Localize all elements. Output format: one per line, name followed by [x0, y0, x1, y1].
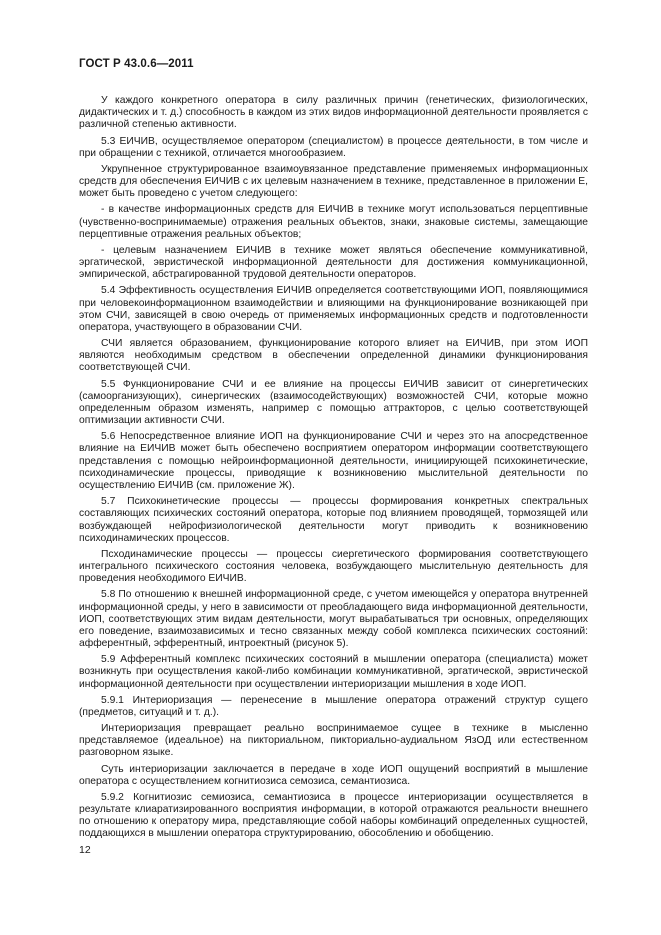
paragraph: Интериоризация превращает реально воспринимаемое сущее в технике в мысленно представляемое (идеальное) на пикториальном, пикториально-аудиальном ЯзОД или естественном разговорном языке.	[79, 723, 588, 759]
page-number: 12	[79, 844, 91, 856]
paragraph: 5.4 Эффективность осуществления ЕИЧИВ определяется соответствующими ИОП, появляющимися при человекоинформационном взаимодействии и влияющими на функционирование возникающей при этом СЧИ, зависящей в свою очередь от применяемых информационных средств и подготовленности оператора, участвующего в образовании СЧИ.	[79, 285, 588, 333]
document-body	[79, 95, 588, 845]
paragraph: 5.9 Афферентный комплекс психических состояний в мышлении оператора (специалиста) может возникнуть при осуществления какой-либо комбинации коммуникативной, эргатической, эвристической информационной деятельности при осуществлении интериоризации мышления в ходе ИОП.	[79, 654, 588, 690]
document-header: ГОСТ Р 43.0.6—2011	[79, 58, 194, 70]
paragraph: 5.9.2 Когнитиозис семиозиса, семантиозиса в процессе интериоризации осуществляется в результате клиаратизированного восприятия информации, в которой отражаются реальности внешнего по отношению к оператору мира, представляющие собой наборы комбинаций определенных сущностей, поддающихся в мышлении оператора структурированию, обособлению и обобщению.	[79, 791, 588, 840]
paragraph: У каждого конкретного оператора в силу различных причин (генетических, физиологических, дидактических и т. д.) способность в каждом из этих видов информационной деятельности проявляется с различной степенью активности.	[79, 95, 588, 131]
paragraph: - в качестве информационных средств для ЕИЧИВ в технике могут использоваться перцептивные (чувственно-воспринимаемые) отражения реальных объектов, знаки, знаковые системы, замещающие перцептивные отражения реальных объектов;	[79, 204, 588, 240]
paragraph: Псходинамические процессы — процессы сиергетического формирования соответствующего интегрального психического состояния человека, возбуждающего мыслительную деятельность для проведения необходимого ЕИЧИВ.	[79, 548, 588, 585]
paragraph: Укрупненное структурированное взаимоувязанное представление применяемых информационных средств для обеспечения ЕИЧИВ с их целевым назначением в технике, представленное в приложении Е, может быть проведено с учетом следующего:	[79, 163, 588, 200]
paragraph: 5.5 Функционирование СЧИ и ее влияние на процессы ЕИЧИВ зависит от синергетических (самоорганизующих), синергических (взаимосодействующих) возможностей СЧИ, которые можно определенным образом изменять, например с помощью аттракторов, с целью соответствующей оптимизации активности СЧИ.	[79, 378, 588, 427]
paragraph: 5.3 ЕИЧИВ, осуществляемое оператором (специалистом) в процессе деятельности, в том числе и при обращении с техникой, отличается многообразием.	[79, 135, 588, 159]
paragraph: - целевым назначением ЕИЧИВ в технике может являться обеспечение коммуникативной, эргатической, эвристической информационной деятельности для достижения коммуникационной, эмпирической, абстрагированной трудовой деятельности операторов.	[79, 244, 588, 281]
paragraph: 5.6 Непосредственное влияние ИОП на функционирование СЧИ и через это на апосредственное влияние на ЕИЧИВ может быть обеспечено восприятием оператором информации соответствующего представления с помощью нейроинформационной деятельности, инициирующей психокинетические, психодинамические процессы, приводящие к возникновению мыслительной деятельности по осуществлению ЕИЧИВ (см. приложение Ж).	[79, 431, 588, 492]
paragraph: 5.7 Психокинетические процессы — процессы формирования конкретных спектральных составляющих психических состояний оператора, которые под влиянием проводящей, тормозящей или возбуждающей нейрофизиологической деятельности могут приводить к возникновению психодинамических процессов.	[79, 496, 588, 544]
paragraph: Суть интериоризации заключается в передаче в ходе ИОП ощущений восприятий в мышление оператора с осуществлением когнитиозиса семозиса, семантиозиса.	[79, 763, 588, 787]
paragraph: 5.9.1 Интериоризация — перенесение в мышление оператора отражений структур сущего (предметов, ситуаций и т. д.).	[79, 694, 588, 718]
paragraph: СЧИ является образованием, функционирование которого влияет на ЕИЧИВ, при этом ИОП являются необходимым средством в обеспечении определенной динамики функционирования соответствующей СЧИ.	[79, 338, 588, 374]
paragraph: 5.8 По отношению к внешней информационной среде, с учетом имеющейся у оператора внутренней информационной среды, у него в зависимости от преобладающего вида информационной деятельности, ИОП, соответствующих этим видам деятельности, могут вырабатываться три основных, определяющих его поведение, взаимозависимых и тесно связанных между собой комплекса психических состояний: афферентный, эфферентный, интроектный (рисунок 5).	[79, 589, 588, 650]
